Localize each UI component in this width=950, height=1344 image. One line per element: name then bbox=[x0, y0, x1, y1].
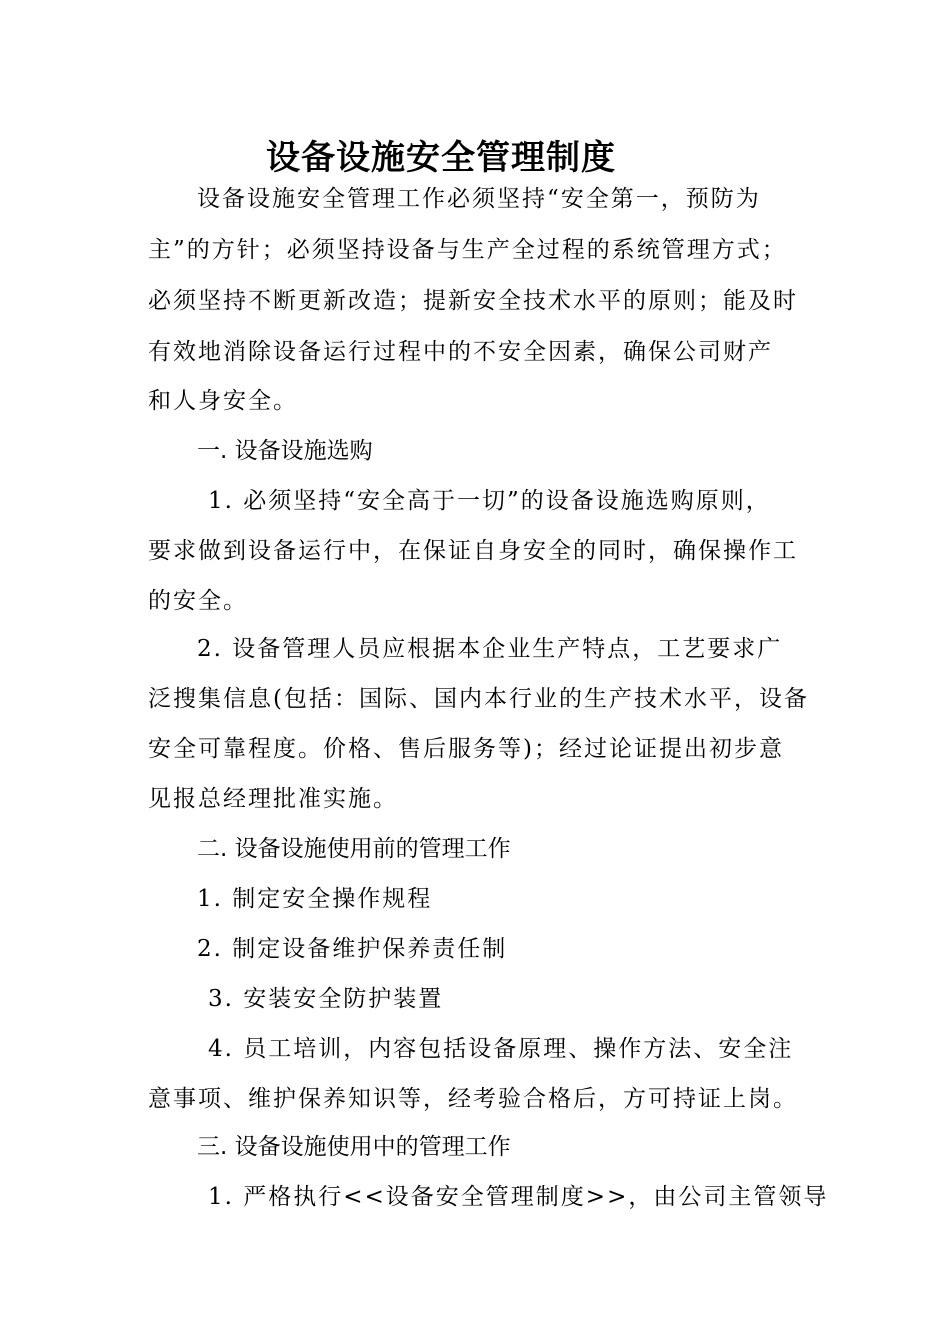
document-title: 设备设施安全管理制度 bbox=[266, 138, 616, 178]
intro-line-4: 有效地消除设备运行过程中的不安全因素，确保公司财产 bbox=[148, 339, 773, 365]
intro-line-1: 设备设施安全管理工作必须坚持“安全第一，预防为 bbox=[197, 186, 761, 212]
section-1-item-2-line-1: 2. 设备管理人员应根据本企业生产特点，工艺要求广 bbox=[197, 636, 783, 662]
section-3-heading: 三. 设备设施使用中的管理工作 bbox=[197, 1134, 511, 1160]
intro-line-3: 必须坚持不断更新改造；提新安全技术水平的原则；能及时 bbox=[148, 288, 798, 314]
section-2-item-1: 1. 制定安全操作规程 bbox=[197, 886, 433, 912]
intro-line-5: 和人身安全。 bbox=[148, 388, 298, 414]
section-2-item-3: 3. 安装安全防护装置 bbox=[208, 986, 444, 1012]
section-1-item-2-line-2: 泛搜集信息(包括：国际、国内本行业的生产技术水平，设备 bbox=[148, 686, 809, 712]
section-1-item-1-line-3: 的安全。 bbox=[148, 588, 248, 614]
section-1-item-2-line-4: 见报总经理批准实施。 bbox=[148, 786, 398, 812]
section-2-item-4-line-1: 4. 员工培训，内容包括设备原理、操作方法、安全注 bbox=[208, 1036, 794, 1062]
section-1-item-1-line-2: 要求做到设备运行中，在保证自身安全的同时，确保操作工 bbox=[148, 538, 798, 564]
section-3-item-1: 1. 严格执行<<设备安全管理制度>>，由公司主管领导 bbox=[208, 1184, 829, 1210]
section-1-heading: 一. 设备设施选购 bbox=[197, 438, 373, 464]
section-1-item-2-line-3: 安全可靠程度。价格、售后服务等)；经过论证提出初步意 bbox=[148, 736, 784, 762]
intro-line-2: 主”的方针；必须坚持设备与生产全过程的系统管理方式； bbox=[148, 237, 787, 263]
section-2-item-4-line-2: 意事项、维护保养知识等，经考验合格后，方可持证上岗。 bbox=[148, 1086, 798, 1112]
section-1-item-1-line-1: 1. 必须坚持“安全高于一切”的设备设施选购原则， bbox=[208, 488, 771, 514]
section-2-item-2: 2. 制定设备维护保养责任制 bbox=[197, 936, 508, 962]
section-2-heading: 二. 设备设施使用前的管理工作 bbox=[197, 836, 511, 862]
